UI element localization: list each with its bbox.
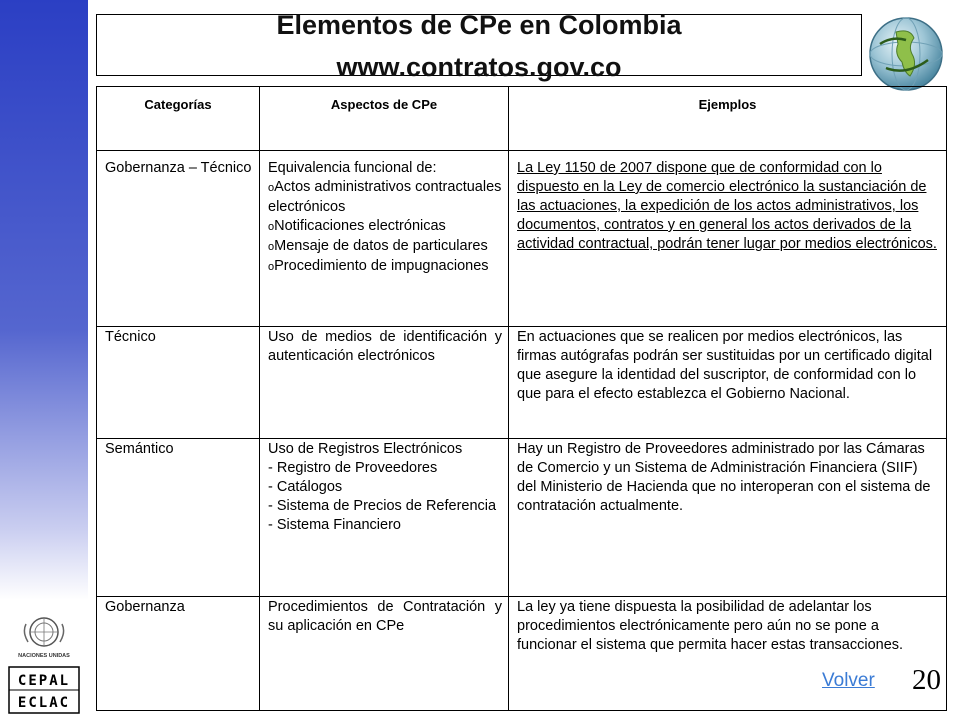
category-cell: Semántico	[97, 439, 260, 597]
aspect-bullet: oProcedimiento de impugnaciones	[268, 258, 489, 274]
sidebar-gradient-bar	[0, 0, 88, 600]
category-cell: Gobernanza – Técnico	[97, 151, 260, 327]
aspect-cell: Procedimientos de Contratación y su aplicación en CPe	[260, 597, 509, 711]
aspect-line: - Registro de Proveedores	[268, 460, 438, 476]
globe-icon	[866, 14, 946, 94]
table-row	[97, 327, 947, 439]
bullet-marker: o	[268, 221, 275, 233]
aspect-cell	[260, 439, 509, 597]
aspect-cell: Uso de medios de identificación y autenticación electrónicos	[260, 327, 509, 439]
un-emblem-icon	[8, 614, 80, 660]
page-title: Elementos de CPe en Colombia	[276, 10, 682, 40]
eclac-text: ECLAC	[17, 695, 71, 711]
page-number: 20	[912, 664, 941, 696]
example-cell: La Ley 1150 de 2007 dispone que de conformidad con lo dispuesto en la Ley de comercio electrónico la sustanciación de las actuaciones, la expedición de los actos administrativos, los documentos, contratos y en general los actos derivados de la actividad contractual, podrán tener lugar por medios electrónicos.	[509, 151, 947, 327]
aspect-bullet: oActos administrativos contractuales electrónicos	[268, 179, 502, 215]
header-aspectos: Aspectos de CPe	[260, 87, 509, 151]
cepal-text: CEPAL	[17, 673, 71, 689]
aspect-bullet: oMensaje de datos de particulares	[268, 238, 488, 254]
aspect-intro: Uso de Registros Electrónicos	[268, 441, 463, 457]
example-cell: Hay un Registro de Proveedores administrado por las Cámaras de Comercio y un Sistema de Administración Financiera (SIIF) del Ministerio de Hacienda que no interoperan con el sistema de contratación actualmente.	[509, 439, 947, 597]
header-ejemplos: Ejemplos	[509, 87, 947, 151]
aspect-line: - Sistema Financiero	[268, 517, 401, 533]
table-row	[97, 439, 947, 597]
un-caption-text: NACIONES UNIDAS	[18, 653, 70, 659]
bullet-marker: o	[268, 182, 275, 194]
example-cell: La ley ya tiene dispuesta la posibilidad de adelantar los procedimientos electrónicamente pero aún no se pone a funcionar el sistema que permita hacer estas transacciones.	[509, 597, 947, 711]
aspect-bullet: oNotificaciones electrónicas	[268, 218, 446, 234]
cpe-elements-table	[96, 86, 947, 711]
bullet-marker: o	[268, 241, 275, 253]
header-categorias: Categorías	[97, 87, 260, 151]
cepal-logo	[8, 666, 80, 714]
table-header-row	[97, 87, 947, 151]
aspect-intro: Equivalencia funcional de:	[268, 160, 437, 176]
table-row	[97, 151, 947, 327]
table-row	[97, 597, 947, 711]
bullet-marker: o	[268, 261, 275, 273]
category-cell: Gobernanza	[97, 597, 260, 711]
aspect-line: - Sistema de Precios de Referencia	[268, 498, 497, 514]
back-link[interactable]: Volver	[822, 670, 875, 691]
aspect-cell	[260, 151, 509, 327]
page-subtitle-url: www.contratos.gov.co	[336, 52, 622, 82]
example-cell: En actuaciones que se realicen por medios electrónicos, las firmas autógrafas podrán ser sustituidas por un certificado digital que asegure la identidad del suscriptor, de conformidad con lo que para el efecto establezca el Gobierno Nacional.	[509, 327, 947, 439]
category-cell: Técnico	[97, 327, 260, 439]
aspect-line: - Catálogos	[268, 479, 343, 495]
